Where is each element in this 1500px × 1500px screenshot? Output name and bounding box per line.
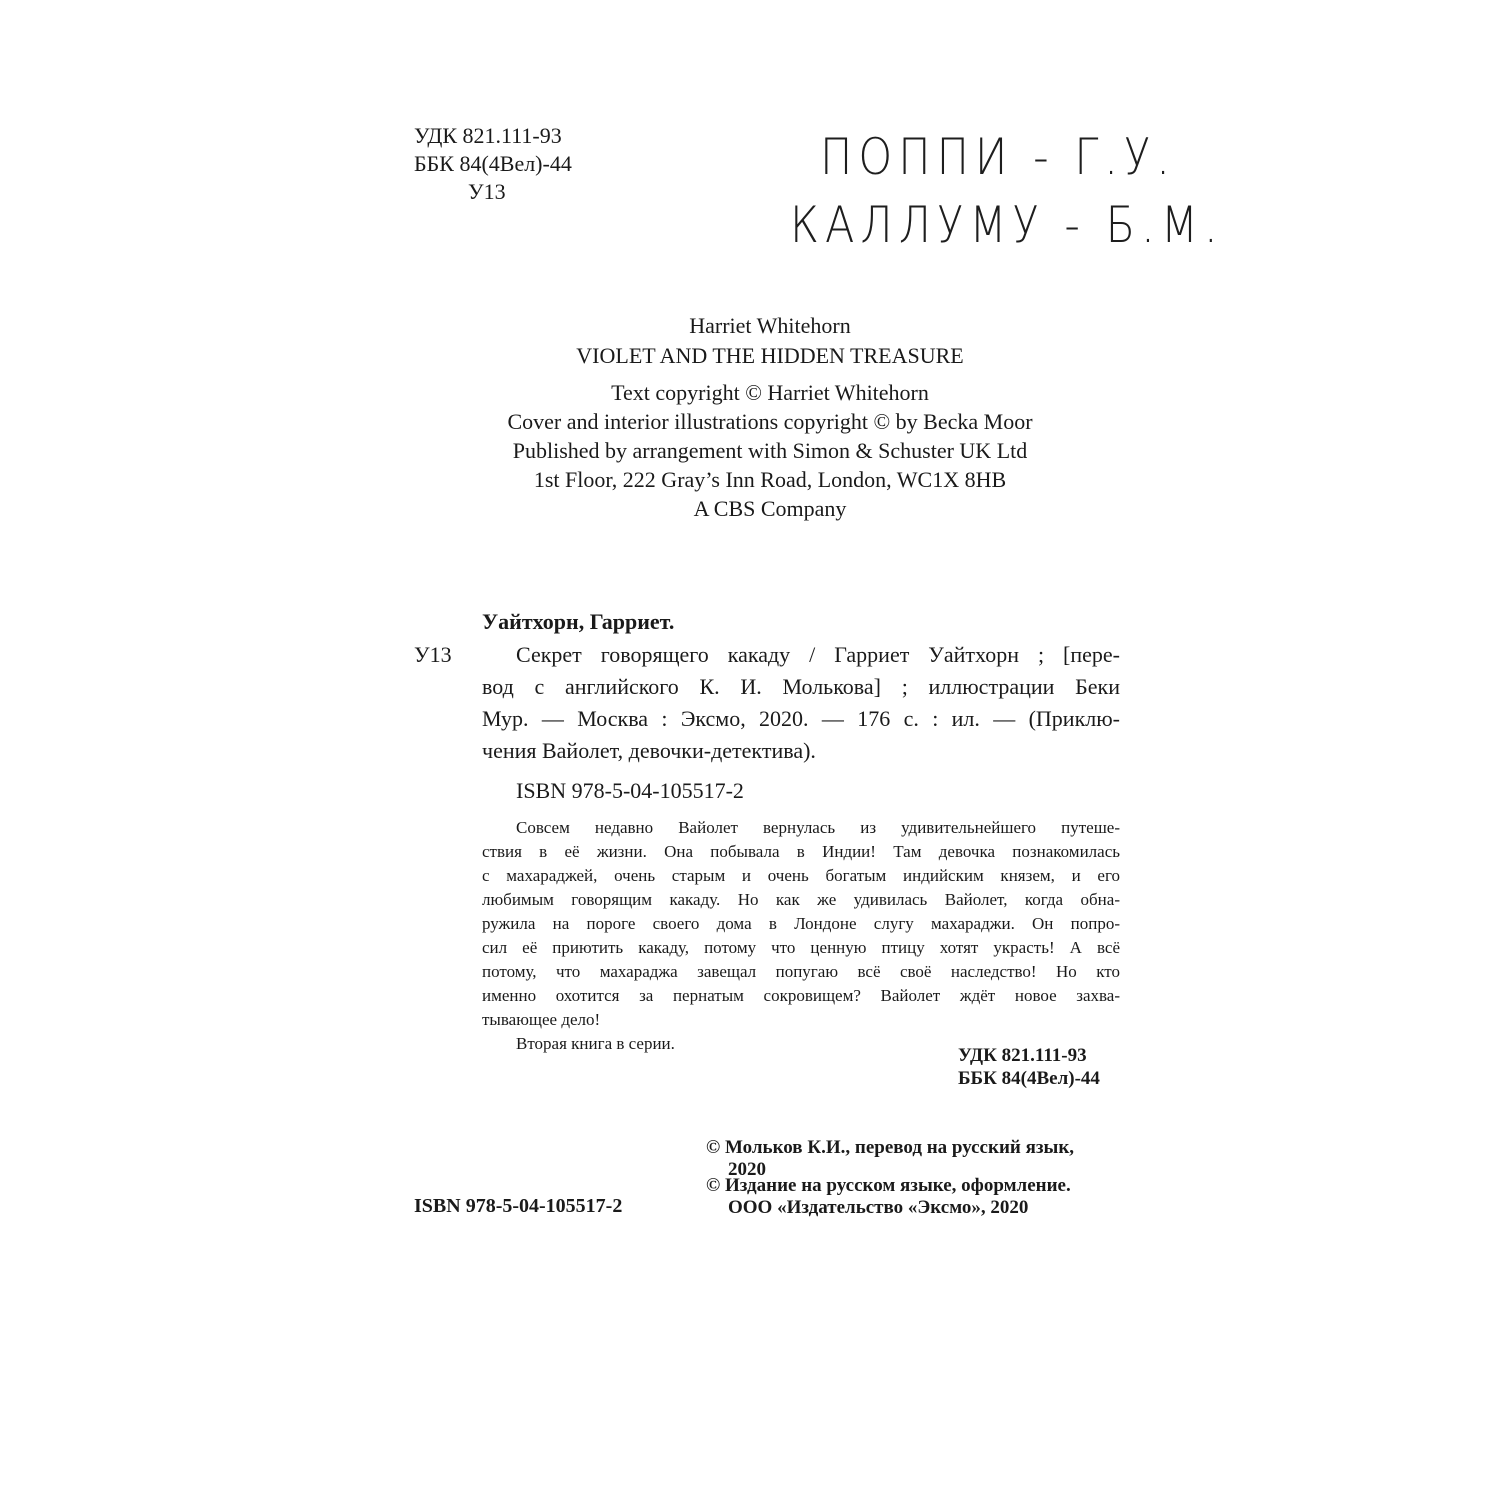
- catalog-heading: Уайтхорн, Гарриет.: [482, 609, 675, 634]
- dedication-line-1: ПОППИ - Г.У.: [820, 128, 1176, 186]
- udk-bottom: УДК 821.111-93: [958, 1045, 1087, 1066]
- original-title: VIOLET AND THE HIDDEN TREASURE: [576, 343, 964, 368]
- copyright-line-4: 1st Floor, 222 Gray’s Inn Road, London, WC1X 8HB: [533, 467, 1007, 492]
- dedication-line-2: КАЛЛУМУ - Б.М.: [790, 196, 1224, 254]
- description-line-3: Мур. — Москва : Эксмо, 2020. — 176 с. : ил. — (Приклю-: [482, 706, 1120, 731]
- annotation-line-8: именно охотится за пернатым сокровищем? Вайолет ждёт новое захва-: [482, 986, 1120, 1005]
- annotation-line-9: тывающее дело!: [482, 1010, 601, 1029]
- description-line-1: Секрет говорящего какаду / Гарриет Уайтхорн ; [пере-: [516, 642, 1120, 667]
- copyright-line-3: Published by arrangement with Simon & Schuster UK Ltd: [512, 438, 1028, 463]
- copyright-edition-line-2: ООО «Издательство «Эксмо», 2020: [728, 1197, 1029, 1218]
- copyright-translation-line-1: © Мольков К.И., перевод на русский язык,: [706, 1137, 1075, 1158]
- annotation-line-1: Совсем недавно Вайолет вернулась из удивительнейшего путеше-: [516, 818, 1120, 837]
- bbk-bottom: ББК 84(4Вел)-44: [958, 1068, 1100, 1089]
- description-line-2: вод с английского К. И. Молькова] ; иллюстрации Беки: [482, 674, 1120, 699]
- udk-top: УДК 821.111-93: [414, 123, 562, 148]
- catalog-isbn: ISBN 978-5-04-105517-2: [516, 778, 744, 803]
- annotation-line-6: сил её приютить какаду, потому что ценную птицу хотят украсть! А всё: [482, 938, 1120, 957]
- copyright-line-1: Text copyright © Harriet Whitehorn: [611, 380, 929, 405]
- series-note: Вторая книга в серии.: [516, 1034, 675, 1053]
- copyright-translation-line-2: 2020: [728, 1159, 766, 1180]
- copyright-line-2: Cover and interior illustrations copyright © by Becka Moor: [507, 409, 1033, 434]
- annotation-line-7: потому, что махараджа завещал попугаю всё своё наследство! Но кто: [482, 962, 1120, 981]
- copyright-edition-line-1: © Издание на русском языке, оформление.: [706, 1175, 1071, 1196]
- description-line-4: чения Вайолет, девочки-детектива).: [482, 738, 816, 763]
- original-author: Harriet Whitehorn: [689, 313, 851, 338]
- copyright-line-5: A CBS Company: [693, 496, 847, 521]
- annotation-line-2: ствия в её жизни. Она побывала в Индии! Там девочка познакомилась: [482, 842, 1120, 861]
- catalog-sign: У13: [414, 642, 452, 667]
- author-sign-top: У13: [468, 179, 506, 204]
- footer-isbn: ISBN 978-5-04-105517-2: [414, 1195, 623, 1217]
- annotation-line-5: ружила на пороге своего дома в Лондоне слугу махараджи. Он попро-: [482, 914, 1120, 933]
- annotation-line-3: с махараджей, очень старым и очень богатым индийским князем, и его: [482, 866, 1120, 885]
- annotation-line-4: любимым говорящим какаду. Но как же удивилась Вайолет, когда обна-: [482, 890, 1120, 909]
- bbk-top: ББК 84(4Вел)-44: [414, 151, 572, 176]
